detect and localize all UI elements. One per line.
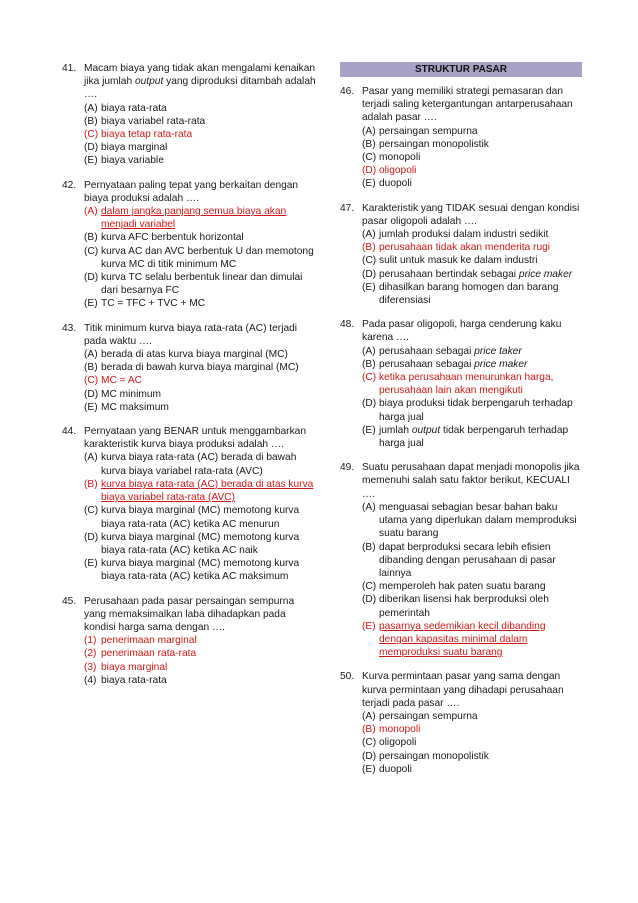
answer-option (84, 401, 316, 414)
option-text (101, 205, 316, 231)
option-letter: (C) (362, 737, 377, 749)
option-letter: (E) (362, 424, 376, 436)
option-text (101, 634, 316, 647)
question-number: 41. (62, 63, 77, 74)
text-run: penerimaan rata-rata (101, 648, 197, 660)
answer-option (84, 361, 316, 374)
option-letter: (4) (84, 674, 97, 686)
answer-option-correct (84, 647, 316, 660)
option-text (379, 750, 582, 763)
question-41 (62, 62, 316, 168)
text-run: kurva biaya marginal (MC) memotong kurva biaya rata-rata (AC) ketika AC naik (101, 531, 300, 556)
answer-option (84, 102, 316, 115)
option-letter: (A) (362, 345, 376, 357)
text-run: Suatu perusahaan dapat menjadi monopolis jika memenuhi salah satu faktor berikut, KECUALI …. (362, 462, 580, 500)
option-text (101, 245, 316, 271)
option-text (101, 361, 316, 374)
option-text (379, 228, 582, 241)
question-text (362, 461, 582, 501)
answer-option (84, 388, 316, 401)
option-letter: (C) (84, 505, 99, 517)
option-text (379, 125, 582, 138)
option-letter: (D) (84, 531, 99, 543)
text-run: sulit untuk masuk ke dalam industri (379, 255, 538, 267)
option-letter: (E) (84, 298, 98, 310)
option-letter: (B) (362, 541, 376, 553)
italic-term: price taker (474, 345, 522, 357)
option-letter: (E) (84, 401, 98, 413)
answer-option-correct (84, 661, 316, 674)
right-question-list (340, 85, 582, 776)
text-run: ketika perusahaan menurunkan harga, perusahaan lain akan mengikuti (379, 372, 554, 397)
answer-option (362, 710, 582, 723)
text-run: jumlah produksi dalam industri sedikit (379, 229, 549, 241)
text-run: kurva biaya rata-rata (AC) berada di atas kurva biaya variabel rata-rata (AVC) (101, 478, 314, 504)
option-letter: (C) (84, 375, 99, 387)
question-number: 49. (340, 462, 355, 474)
option-text (101, 374, 316, 387)
question-number: 50. (340, 671, 355, 683)
text-run: kurva TC selalu berbentuk linear dan dimulai dari besarnya FC (101, 272, 303, 297)
text-run: duopoli (379, 763, 412, 775)
answer-options (62, 205, 316, 311)
answer-option (362, 397, 582, 423)
answer-option-correct (84, 205, 316, 231)
option-text (101, 388, 316, 401)
text-run: biaya rata-rata (101, 674, 167, 686)
option-text (379, 736, 582, 749)
text-run: MC maksimum (101, 401, 169, 413)
answer-option (84, 348, 316, 361)
left-column (62, 62, 316, 698)
italic-term: output (134, 76, 164, 88)
italic-term: output (411, 424, 441, 436)
answer-option (362, 151, 582, 164)
text-run: Pernyataan yang BENAR untuk menggambarkan karakteristik kurva biaya produksi adalah …. (84, 426, 306, 451)
text-run: yang diproduksi ditambah adalah …. (84, 76, 316, 101)
text-run: monopoli (379, 152, 421, 164)
section-header: STRUKTUR PASAR (340, 62, 582, 77)
question-stem (340, 318, 582, 344)
text-run: Perusahaan pada pasar persaingan sempurna yang memaksimalkan laba dihadapkan pada kondisi harga sama dengan …. (84, 595, 295, 633)
question-stem (62, 425, 316, 451)
text-run: berada di atas kurva biaya marginal (MC) (101, 349, 288, 361)
answer-option (84, 141, 316, 154)
answer-options (62, 634, 316, 687)
option-letter: (A) (84, 206, 98, 218)
answer-options (340, 345, 582, 451)
text-run: duopoli (379, 178, 412, 190)
question-stem (340, 85, 582, 125)
option-letter: (A) (362, 125, 376, 137)
text-run: perusahaan sebagai (379, 345, 475, 357)
answer-option-correct (362, 723, 582, 736)
question-42 (62, 179, 316, 311)
text-run: berada di bawah kurva biaya marginal (MC) (101, 362, 299, 374)
text-run: tidak berpengaruh terhadap harga jual (379, 424, 569, 450)
option-letter: (B) (362, 242, 376, 254)
question-number: 48. (340, 319, 355, 331)
text-run: memperoleh hak paten suatu barang (379, 581, 546, 593)
option-letter: (A) (362, 501, 376, 513)
answer-options (62, 102, 316, 168)
right-column (340, 62, 582, 787)
option-text (379, 138, 582, 151)
option-letter: (E) (362, 620, 376, 632)
question-stem (62, 179, 316, 205)
option-letter: (B) (84, 362, 98, 374)
answer-option (84, 297, 316, 310)
question-text (362, 670, 582, 710)
option-letter: (C) (84, 245, 99, 257)
text-run: kurva biaya marginal (MC) memotong kurva biaya rata-rata (AC) ketika AC maksimum (101, 558, 300, 583)
answer-option (84, 231, 316, 244)
question-number: 45. (62, 595, 77, 607)
option-letter: (A) (84, 349, 98, 361)
option-letter: (E) (84, 155, 98, 167)
answer-option-correct (84, 128, 316, 141)
option-text (101, 115, 316, 128)
question-stem (340, 461, 582, 501)
option-letter: (D) (362, 268, 377, 280)
text-run: dalam jangka panjang semua biaya akan menjadi variabel (101, 206, 287, 231)
option-text (379, 358, 582, 371)
answer-options (62, 451, 316, 583)
option-letter: (E) (362, 281, 376, 293)
text-run: dapat berproduksi secara lebih efisien dibanding dengan perusahaan di pasar lainnya (379, 541, 556, 579)
option-text (101, 504, 316, 530)
option-text (101, 478, 316, 504)
option-text (101, 297, 316, 310)
text-run: perusahaan sebagai (379, 358, 475, 370)
answer-option (362, 750, 582, 763)
option-letter: (B) (84, 232, 98, 244)
answer-option (362, 345, 582, 358)
option-letter: (A) (362, 229, 376, 241)
text-run: biaya produksi tidak berpengaruh terhadap harga jual (379, 398, 573, 423)
answer-option (362, 763, 582, 776)
answer-option (84, 115, 316, 128)
option-text (101, 661, 316, 674)
text-run: Macam biaya yang tidak akan mengalami kenaikan jika jumlah (84, 63, 316, 88)
option-letter: (C) (362, 152, 377, 164)
option-text (379, 397, 582, 423)
option-letter: (B) (84, 478, 98, 490)
question-number: 44. (62, 426, 77, 438)
option-letter: (A) (84, 102, 98, 114)
option-letter: (C) (362, 255, 377, 267)
option-letter: (E) (362, 763, 376, 775)
option-text (379, 177, 582, 190)
option-text (379, 501, 582, 541)
text-run: kurva AC dan AVC berbentuk U dan memotong kurva MC di titik minimum MC (101, 245, 314, 270)
answer-option-correct (362, 371, 582, 397)
answer-options (340, 228, 582, 307)
option-letter: (D) (362, 594, 377, 606)
option-text (101, 154, 316, 167)
text-run: Karakteristik yang TIDAK sesuai dengan kondisi pasar oligopoli adalah …. (362, 202, 580, 227)
text-run: pasarnya sedemikian kecil dibanding dengan kapasitas minimal dalam memproduksi suatu barang (379, 620, 546, 659)
question-number: 47. (340, 202, 355, 214)
option-text (101, 231, 316, 244)
option-letter: (C) (362, 372, 377, 384)
answer-options (340, 125, 582, 191)
option-text (101, 102, 316, 115)
option-text (379, 254, 582, 267)
option-letter: (B) (362, 724, 376, 736)
answer-option (84, 271, 316, 297)
option-letter: (C) (362, 581, 377, 593)
text-run: Pasar yang memiliki strategi pemasaran dan terjadi saling ketergantungan antarperusahaan adalah pasar …. (362, 86, 573, 124)
question-number: 43. (62, 322, 77, 334)
option-letter: (A) (362, 710, 376, 722)
option-text (379, 268, 582, 281)
option-letter: (B) (362, 138, 376, 150)
text-run: jumlah (379, 424, 412, 436)
question-stem (340, 202, 582, 228)
text-run: perusahaan bertindak sebagai (379, 268, 519, 280)
text-run: oligopoli (379, 165, 417, 177)
text-run: diberikan lisensi hak berproduksi oleh pemerintah (379, 594, 549, 619)
question-text (84, 62, 316, 102)
question-text (84, 595, 316, 635)
question-text (84, 179, 316, 205)
answer-option (362, 501, 582, 541)
text-run: MC minimum (101, 388, 161, 400)
question-46 (340, 85, 582, 191)
answer-option (84, 531, 316, 557)
answer-option-correct (84, 374, 316, 387)
question-text (362, 202, 582, 228)
text-run: biaya variable (101, 155, 164, 167)
answer-option (84, 557, 316, 583)
answer-option (362, 541, 582, 581)
text-run: Pada pasar oligopoli, harga cenderung kaku karena …. (362, 319, 562, 344)
option-letter: (E) (362, 178, 376, 190)
text-run: perusahaan tidak akan menderita rugi (379, 242, 551, 254)
answer-option-correct (362, 620, 582, 660)
text-run: penerimaan marginal (101, 635, 197, 647)
option-text (379, 241, 582, 254)
option-text (379, 151, 582, 164)
option-text (101, 531, 316, 557)
answer-option-correct (84, 634, 316, 647)
question-49 (340, 461, 582, 659)
answer-option (84, 245, 316, 271)
option-text (379, 164, 582, 177)
text-run: kurva AFC berbentuk horizontal (101, 232, 244, 244)
text-run: monopoli (379, 724, 421, 736)
question-number: 46. (340, 86, 355, 97)
option-letter: (1) (84, 635, 97, 647)
option-text (101, 557, 316, 583)
option-text (101, 348, 316, 361)
question-44 (62, 425, 316, 583)
option-text (379, 593, 582, 619)
answer-option (84, 674, 316, 687)
option-letter: (D) (362, 750, 377, 762)
question-50 (340, 670, 582, 776)
text-run: MC = AC (101, 375, 143, 387)
answer-option (362, 254, 582, 267)
option-text (379, 541, 582, 581)
question-48 (340, 318, 582, 450)
text-run: biaya variabel rata-rata (101, 115, 206, 127)
option-text (379, 580, 582, 593)
option-text (101, 128, 316, 141)
option-letter: (2) (84, 648, 97, 660)
text-run: biaya marginal (101, 661, 168, 673)
answer-options (340, 501, 582, 659)
answer-option (362, 358, 582, 371)
text-run: Titik minimum kurva biaya rata-rata (AC) terjadi pada waktu …. (84, 322, 298, 347)
answer-option (362, 281, 582, 307)
question-stem (340, 670, 582, 710)
question-45 (62, 595, 316, 687)
question-text (84, 322, 316, 348)
answer-option-correct (84, 478, 316, 504)
answer-option (362, 268, 582, 281)
text-run: persaingan monopolistik (379, 750, 489, 762)
question-text (362, 318, 582, 344)
option-letter: (D) (362, 398, 377, 410)
option-text (101, 451, 316, 477)
text-run: persaingan sempurna (379, 710, 478, 722)
answer-option (362, 424, 582, 450)
option-text (101, 674, 316, 687)
text-run: kurva biaya rata-rata (AC) berada di bawah kurva biaya variabel rata-rata (AVC) (101, 452, 297, 477)
option-text (101, 401, 316, 414)
option-letter: (C) (84, 129, 99, 141)
answer-option (84, 504, 316, 530)
text-run: menguasai sebagian besar bahan baku utama yang diperlukan dalam memproduksi suatu barang (379, 501, 577, 540)
option-text (379, 620, 582, 660)
question-43 (62, 322, 316, 414)
question-stem (62, 62, 316, 102)
option-text (379, 371, 582, 397)
option-text (101, 647, 316, 660)
answer-option (362, 228, 582, 241)
text-run: Pernyataan paling tepat yang berkaitan dengan biaya produksi adalah …. (84, 179, 299, 204)
option-letter: (E) (84, 558, 98, 570)
option-text (101, 141, 316, 154)
answer-options (62, 348, 316, 414)
question-number: 42. (62, 179, 77, 191)
option-text (379, 710, 582, 723)
answer-option (362, 177, 582, 190)
italic-term: price maker (474, 358, 528, 370)
text-run: kurva biaya marginal (MC) memotong kurva biaya rata-rata (AC) ketika AC menurun (101, 505, 300, 530)
option-letter: (D) (84, 272, 99, 284)
option-letter: (D) (84, 142, 99, 154)
answer-option (362, 138, 582, 151)
option-text (101, 271, 316, 297)
answer-option (362, 736, 582, 749)
option-text (379, 763, 582, 776)
answer-option-correct (362, 164, 582, 177)
answer-option (362, 580, 582, 593)
option-letter: (3) (84, 661, 97, 673)
answer-options (340, 710, 582, 776)
answer-option (362, 125, 582, 138)
option-letter: (B) (362, 358, 376, 370)
option-letter: (A) (84, 452, 98, 464)
option-letter: (D) (362, 165, 377, 177)
question-text (84, 425, 316, 451)
text-run: persaingan sempurna (379, 125, 478, 137)
answer-option (84, 154, 316, 167)
text-run: biaya tetap rata-rata (101, 129, 193, 141)
question-47 (340, 202, 582, 308)
option-text (379, 345, 582, 358)
option-text (379, 723, 582, 736)
option-letter: (B) (84, 115, 98, 127)
text-run: biaya marginal (101, 142, 168, 154)
question-stem (62, 595, 316, 635)
answer-option (362, 593, 582, 619)
text-run: oligopoli (379, 737, 417, 749)
answer-option-correct (362, 241, 582, 254)
text-run: persaingan monopolistik (379, 138, 489, 150)
italic-term: price maker (518, 268, 573, 280)
option-text (379, 281, 582, 307)
text-run: biaya rata-rata (101, 102, 167, 114)
option-text (379, 424, 582, 450)
question-text (362, 85, 582, 125)
question-stem (62, 322, 316, 348)
text-run: Kurva permintaan pasar yang sama dengan kurva permintaan yang dihadapi perusahaan terjadi pada pasar …. (362, 671, 564, 709)
answer-option (84, 451, 316, 477)
text-run: TC = TFC + TVC + MC (101, 298, 206, 310)
text-run: dihasilkan barang homogen dan barang diferensiasi (379, 281, 559, 307)
option-letter: (D) (84, 388, 99, 400)
